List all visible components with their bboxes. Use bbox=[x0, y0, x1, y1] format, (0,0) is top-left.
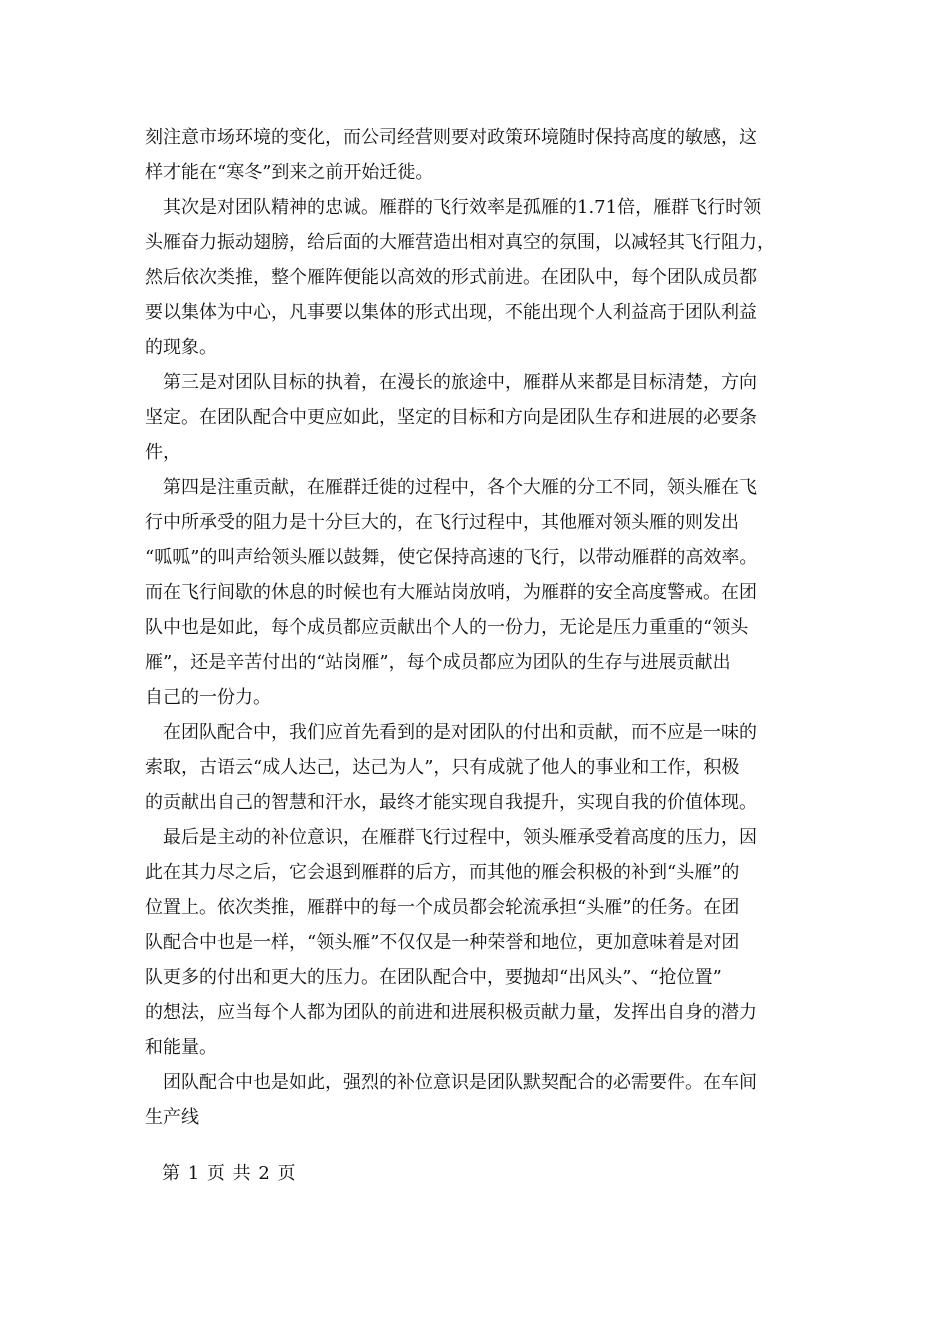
text-line: 刻注意市场环境的变化，而公司经营则要对政策环境随时保持高度的敏感，这 bbox=[145, 127, 757, 148]
text-line: 队中也是如此，每个成员都应贡献出个人的一份力，无论是压力重重的“领头 bbox=[145, 617, 749, 638]
text-line: 件， bbox=[145, 442, 181, 463]
body-paragraph bbox=[145, 120, 815, 190]
text-line: 在团队配合中，我们应首先看到的是对团队的付出和贡献，而不应是一味的 bbox=[145, 722, 757, 743]
text-line: 此在其力尽之后，它会退到雁群的后方，而其他的雁会积极的补到“头雁”的 bbox=[145, 862, 740, 883]
body-paragraph bbox=[145, 470, 815, 715]
text-line: 雁”，还是辛苦付出的“站岗雁”，每个成员都应为团队的生存与进展贡献出 bbox=[145, 652, 731, 673]
text-line: 自己的一份力。 bbox=[145, 687, 271, 708]
text-line: 要以集体为中心，凡事要以集体的形式出现，不能出现个人利益高于团队利益 bbox=[145, 302, 757, 323]
text-line: 位置上。依次类推，雁群中的每一个成员都会轮流承担“头雁”的任务。在团 bbox=[145, 897, 740, 918]
text-line: 第三是对团队目标的执着，在漫长的旅途中，雁群从来都是目标清楚，方向 bbox=[145, 372, 757, 393]
text-line: 生产线 bbox=[145, 1107, 199, 1128]
text-line: 和能量。 bbox=[145, 1037, 217, 1058]
text-line: 第四是注重贡献，在雁群迁徙的过程中，各个大雁的分工不同，领头雁在飞 bbox=[145, 477, 757, 498]
body-paragraph bbox=[145, 365, 815, 470]
text-line: 索取，古语云“成人达己，达己为人”，只有成就了他人的事业和工作，积极 bbox=[145, 757, 740, 778]
text-line: 而在飞行间歇的休息的时候也有大雁站岗放哨，为雁群的安全高度警戒。在团 bbox=[145, 582, 757, 603]
text-line: 的现象。 bbox=[145, 337, 217, 358]
page-number-footer: 第 1 页 共 2 页 bbox=[162, 1163, 296, 1184]
text-line: 最后是主动的补位意识，在雁群飞行过程中，领头雁承受着高度的压力，因 bbox=[145, 827, 757, 848]
body-paragraph bbox=[145, 190, 815, 365]
text-line: 坚定。在团队配合中更应如此，坚定的目标和方向是团队生存和进展的必要条 bbox=[145, 407, 757, 428]
text-line: 的想法，应当每个人都为团队的前进和进展积极贡献力量，发挥出自身的潜力 bbox=[145, 1002, 757, 1023]
text-line: 的贡献出自己的智慧和汗水，最终才能实现自我提升，实现自我的价值体现。 bbox=[145, 792, 757, 813]
text-line: 其次是对团队精神的忠诚。雁群的飞行效率是孤雁的1.71倍，雁群飞行时领 bbox=[145, 197, 762, 218]
body-paragraph bbox=[145, 715, 815, 820]
text-line: 头雁奋力振动翅膀，给后面的大雁营造出相对真空的氛围，以减轻其飞行阻力， bbox=[145, 232, 775, 253]
body-paragraph bbox=[145, 1065, 815, 1135]
text-line: 队配合中也是一样，“领头雁”不仅仅是一种荣誉和地位，更加意味着是对团 bbox=[145, 932, 740, 953]
text-line: 然后依次类推，整个雁阵便能以高效的形式前进。在团队中，每个团队成员都 bbox=[145, 267, 757, 288]
document-body bbox=[145, 120, 815, 1135]
text-line: 队更多的付出和更大的压力。在团队配合中，要抛却“出风头”、“抢位置” bbox=[145, 967, 722, 988]
text-line: “呱呱”的叫声给领头雁以鼓舞，使它保持高速的飞行，以带动雁群的高效率。 bbox=[145, 547, 758, 568]
text-line: 团队配合中也是如此，强烈的补位意识是团队默契配合的必需要件。在车间 bbox=[145, 1072, 757, 1093]
text-line: 行中所承受的阻力是十分巨大的，在飞行过程中，其他雁对领头雁的则发出 bbox=[145, 512, 739, 533]
body-paragraph bbox=[145, 820, 815, 1065]
text-line: 样才能在“寒冬”到来之前开始迁徙。 bbox=[145, 162, 434, 183]
